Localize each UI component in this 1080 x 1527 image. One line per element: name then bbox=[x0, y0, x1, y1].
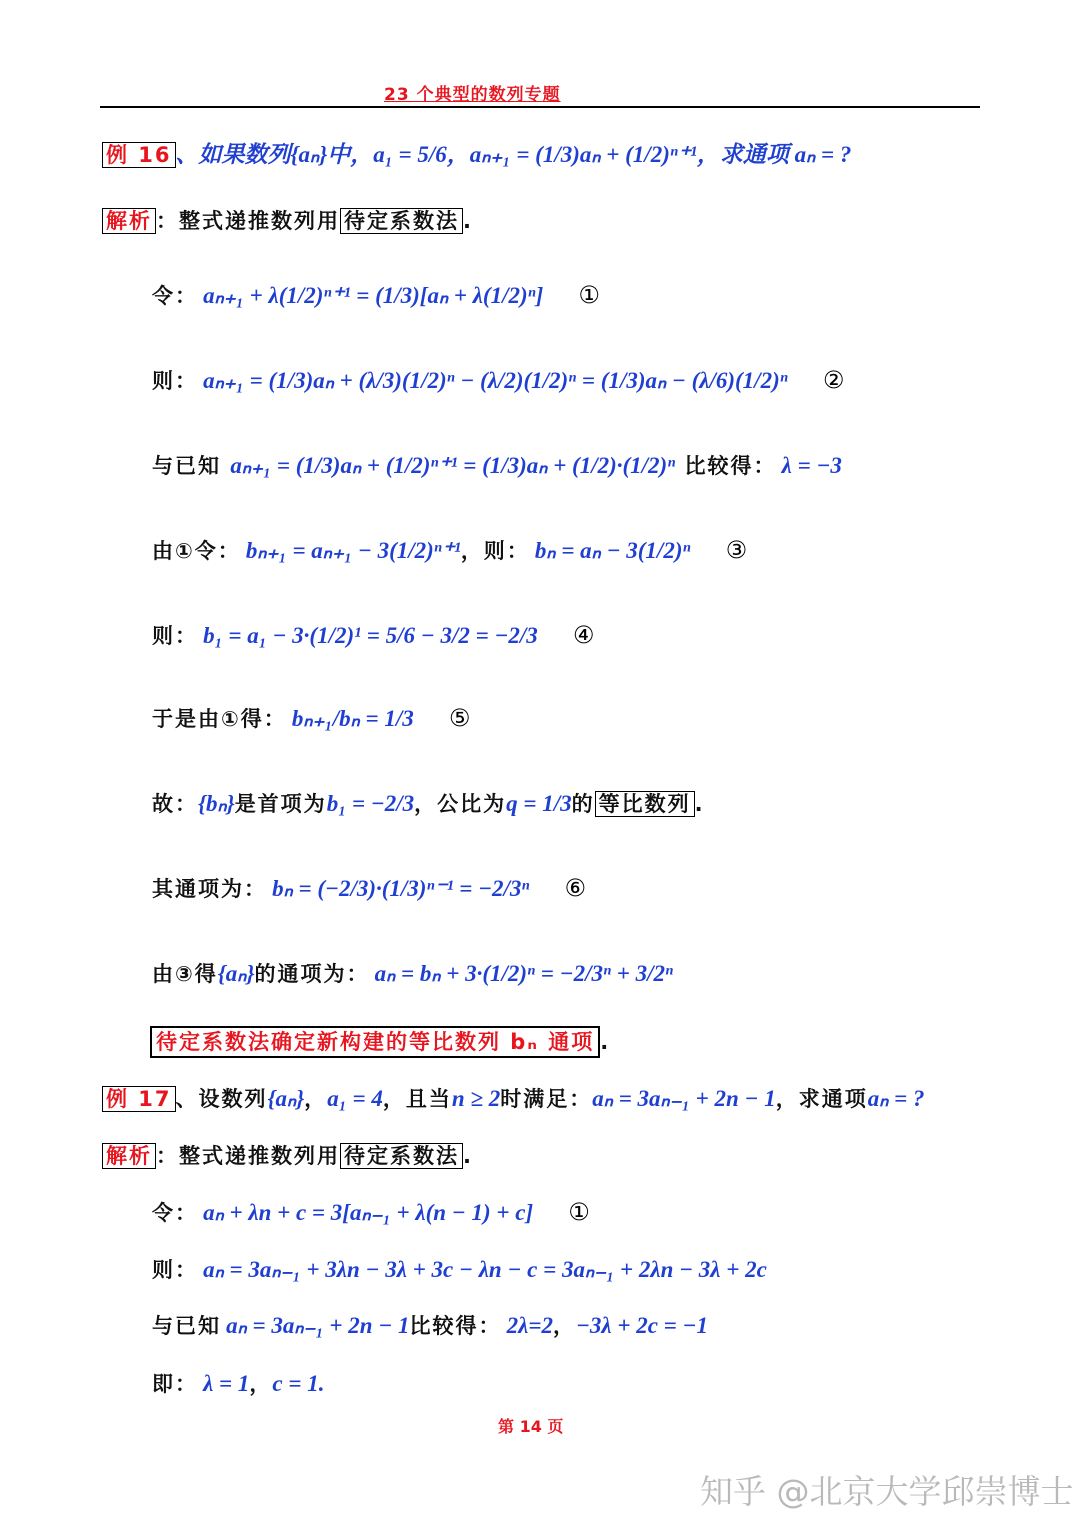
step-sep: ， bbox=[552, 1314, 576, 1338]
step-label: 则： bbox=[152, 624, 198, 648]
step-mid-3: 的 bbox=[571, 792, 595, 816]
step-formula: aₙ = 3aₙ₋₁ + 2n − 1 bbox=[226, 1313, 410, 1338]
step-formula-2: bₙ = aₙ − 3(1/2)ⁿ bbox=[534, 538, 691, 563]
step-formula: aₙ = 3aₙ₋₁ + 3λn − 3λ + 3c − λn − c = 3aₙ₋₁ + 2λn − 3λ + 2c bbox=[203, 1257, 767, 1282]
q17-a1: a₁ = 4 bbox=[327, 1086, 383, 1111]
solution-17-method: 待定系数法 bbox=[340, 1143, 463, 1169]
equation-number: ⑤ bbox=[448, 704, 471, 732]
q17-seq: {aₙ} bbox=[267, 1086, 305, 1111]
step-label: 其通项为： bbox=[152, 877, 267, 901]
document-header: 23 个典型的数列专题 bbox=[384, 85, 561, 105]
step-16-2 bbox=[152, 365, 844, 395]
equation-number: ④ bbox=[572, 621, 595, 649]
step-formula-3: −3λ + 2c = −1 bbox=[575, 1313, 708, 1338]
example-16-tag: 例 16 bbox=[102, 142, 176, 168]
solution-17-label: 解析 bbox=[102, 1143, 156, 1169]
q17-cond: n ≥ 2 bbox=[451, 1086, 501, 1111]
summary-16: 待定系数法确定新构建的等比数列 bₙ 通项 . bbox=[150, 1026, 610, 1056]
step-16-9 bbox=[152, 958, 673, 988]
step-label: 由①令： bbox=[152, 539, 241, 563]
step-label: 令： bbox=[152, 284, 198, 308]
step-16-8 bbox=[152, 873, 586, 903]
q17-recurrence: aₙ = 3aₙ₋₁ + 2n − 1 bbox=[592, 1086, 776, 1111]
step-formula-3: q = 1/3 bbox=[506, 791, 572, 816]
step-sep: ， bbox=[249, 1372, 273, 1396]
step-16-6 bbox=[152, 703, 470, 733]
example-16-question-text: 、如果数列{aₙ}中，a₁ = 5/6，aₙ₊₁ = (1/3)aₙ + (1/2)ⁿ⁺¹，求通项 aₙ = ? bbox=[175, 142, 852, 167]
boxed-term: 等比数列 bbox=[595, 791, 695, 817]
header-rule bbox=[100, 106, 980, 108]
solution-17-line: 解析 ：整式递推数列用 待定系数法 . bbox=[102, 1140, 473, 1170]
step-formula: bₙ₊₁/bₙ = 1/3 bbox=[291, 706, 414, 731]
step-formula-2: 2λ=2 bbox=[506, 1313, 553, 1338]
step-formula: aₙ₊₁ = (1/3)aₙ + (λ/3)(1/2)ⁿ − (λ/2)(1/2)ⁿ = (1/3)aₙ − (λ/6)(1/2)ⁿ bbox=[203, 368, 788, 393]
example-17-question: 例 17 、设数列{aₙ}，a₁ = 4，且当n ≥ 2时满足：aₙ = 3aₙ₋₁ + 2n − 1，求通项aₙ = ? bbox=[102, 1083, 925, 1113]
solution-16-intro: ：整式递推数列用 bbox=[156, 209, 340, 233]
solution-17-intro: ：整式递推数列用 bbox=[156, 1144, 340, 1168]
q17-text-c: 时满足： bbox=[500, 1087, 593, 1111]
step-tail: 比较得： bbox=[675, 454, 777, 478]
step-16-5 bbox=[152, 620, 594, 650]
solution-16-method: 待定系数法 bbox=[340, 208, 463, 234]
step-17-2 bbox=[152, 1254, 767, 1284]
step-label: 由③得 bbox=[152, 962, 218, 986]
step-17-3 bbox=[152, 1310, 708, 1340]
solution-16-label: 解析 bbox=[102, 208, 156, 234]
step-16-3 bbox=[152, 450, 842, 480]
solution-16-line: 解析 ：整式递推数列用 待定系数法 . bbox=[102, 205, 473, 235]
step-formula: {aₙ} bbox=[217, 961, 255, 986]
step-result: λ = −3 bbox=[781, 453, 842, 478]
step-16-1 bbox=[152, 280, 600, 310]
step-mid: 的通项为： bbox=[254, 962, 370, 986]
step-17-4 bbox=[152, 1368, 325, 1398]
q17-ask: aₙ = ? bbox=[867, 1086, 925, 1111]
step-16-4 bbox=[152, 535, 747, 565]
step-label: 与已知 bbox=[152, 1314, 221, 1338]
step-mid-2: ，公比为 bbox=[414, 792, 507, 816]
step-formula-2: c = 1 bbox=[272, 1371, 319, 1396]
equation-number: ① bbox=[578, 281, 600, 309]
step-label: 令： bbox=[152, 1201, 198, 1225]
page-number: 第 14 页 bbox=[498, 1417, 564, 1436]
equation-number: ⑥ bbox=[564, 874, 587, 902]
q17-text-a: 、设数列 bbox=[175, 1087, 268, 1111]
watermark: 知乎 @北京大学邱崇博士 bbox=[700, 1472, 1074, 1511]
step-formula: aₙ₊₁ = (1/3)aₙ + (1/2)ⁿ⁺¹ = (1/3)aₙ + (1/2)·(1/2)ⁿ bbox=[230, 453, 676, 478]
step-formula: b₁ = a₁ − 3·(1/2)¹ = 5/6 − 3/2 = −2/3 bbox=[203, 623, 538, 648]
step-end: . bbox=[318, 1371, 325, 1396]
step-formula-2: aₙ = bₙ + 3·(1/2)ⁿ = −2/3ⁿ + 3/2ⁿ bbox=[374, 961, 673, 986]
step-formula: λ = 1 bbox=[203, 1371, 250, 1396]
step-label: 即： bbox=[152, 1372, 198, 1396]
step-label: 与已知 bbox=[152, 454, 231, 478]
step-17-1 bbox=[152, 1197, 590, 1227]
summary-box: 待定系数法确定新构建的等比数列 bₙ 通项 bbox=[150, 1026, 600, 1058]
equation-number: ② bbox=[822, 366, 845, 394]
step-label: 则： bbox=[152, 1258, 198, 1282]
step-formula: bₙ₊₁ = aₙ₊₁ − 3(1/2)ⁿ⁺¹ bbox=[245, 538, 461, 563]
step-mid: 是首项为 bbox=[234, 792, 327, 816]
step-label: 则： bbox=[152, 369, 198, 393]
step-formula: aₙ₊₁ + λ(1/2)ⁿ⁺¹ = (1/3)[aₙ + λ(1/2)ⁿ] bbox=[203, 283, 544, 308]
step-16-7: 故：{bₙ}是首项为b₁ = −2/3，公比为q = 1/3的 等比数列 . bbox=[152, 791, 705, 816]
equation-number: ③ bbox=[725, 536, 748, 564]
step-formula: bₙ = (−2/3)·(1/3)ⁿ⁻¹ = −2/3ⁿ bbox=[272, 876, 530, 901]
step-formula-2: b₁ = −2/3 bbox=[326, 791, 415, 816]
step-formula: {bₙ} bbox=[198, 791, 235, 816]
equation-number: ① bbox=[568, 1198, 590, 1226]
step-mid: ，则： bbox=[460, 539, 530, 563]
step-label: 故： bbox=[152, 792, 198, 816]
example-16-question bbox=[102, 136, 851, 169]
example-17-tag: 例 17 bbox=[102, 1086, 176, 1112]
q17-text-d: ，求通项 bbox=[775, 1087, 868, 1111]
step-mid: 比较得： bbox=[409, 1314, 502, 1338]
step-formula: aₙ + λn + c = 3[aₙ₋₁ + λ(n − 1) + c] bbox=[203, 1200, 534, 1225]
step-label: 于是由①得： bbox=[152, 707, 287, 731]
q17-text-b: ，且当 bbox=[382, 1087, 452, 1111]
